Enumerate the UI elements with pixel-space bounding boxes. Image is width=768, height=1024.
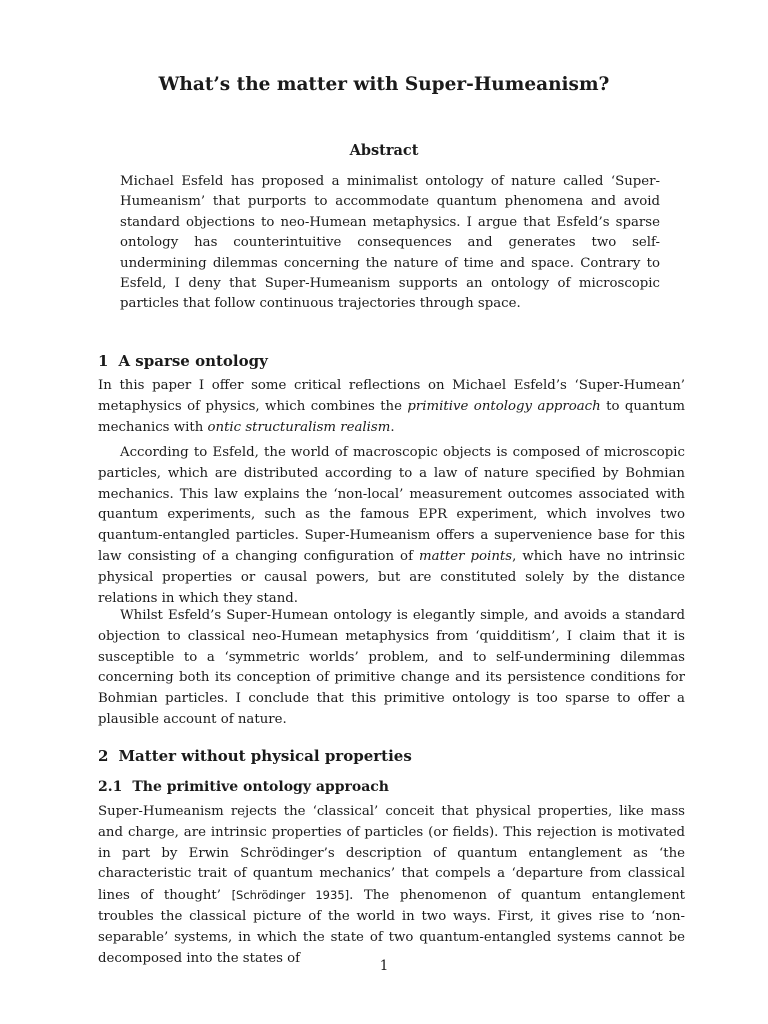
section-1-heading (98, 352, 686, 370)
emphasis-matter-points: matter points (419, 548, 513, 564)
emphasis-ontic-structuralism: ontic structuralism realism (207, 419, 391, 435)
subsection-2-1-number: 2.1 (98, 779, 123, 795)
page-number: 1 (379, 958, 389, 974)
section-1-title: A sparse ontology (118, 352, 268, 370)
subsection-2-1-paragraph-1: Super-Humeanism rejects the ‘classical’ conceit that physical properties, like mass and charge, are intrinsic properties of particles (or fields). This rejection is motivated in part by Erwin Schrödinger’s description of quantum entanglement as ‘the characteristic trait of quantum mechanics’ that compels a ‘departure from classical lines of thought’ [Schrödinger 1935]. The phenomenon of quantum entanglement troubles the classical picture of the world in two ways. First, it gives rise to ‘non-separable’ systems, in which the state of two quantum-entangled systems cannot be decomposed into the states of (98, 804, 685, 966)
subsection-2-1-heading (98, 779, 686, 795)
section-2-title: Matter without physical properties (118, 747, 412, 765)
subsection-2-1-title: The primitive ontology approach (132, 779, 389, 795)
emphasis-primitive-ontology: primitive ontology approach (407, 398, 601, 414)
citation-schrodinger-1935[interactable]: [Schrödinger 1935] (231, 888, 350, 903)
paper-title: What’s the matter with Super-Humeanism? (158, 74, 610, 95)
section-2-heading (98, 747, 686, 765)
section-1-paragraph-2: According to Esfeld, the world of macroscopic objects is composed of microscopic particles, which are distributed according to a law of nature specified by Bohmian mechanics. This law explains the ‘non-local’ measurement outcomes associated with quantum experiments, such as the famous EPR experiment, which involves two quantum-entangled particles. Super-Humeanism offers a supervenience base for this law consisting of a changing configuration of matter points, which have no intrinsic physical properties or causal powers, but are constituted solely by the distance relations in which they stand. (98, 445, 685, 606)
section-2-number: 2 (98, 747, 109, 765)
section-1-number: 1 (98, 352, 109, 370)
section-1-paragraph-1: In this paper I offer some critical reflections on Michael Esfeld’s ‘Super-Humean’ metaphysics of physics, which combines the primitive ontology approach to quantum mechanics with ontic structuralism realism. (98, 378, 685, 435)
section-1-paragraph-3: Whilst Esfeld’s Super-Humean ontology is elegantly simple, and avoids a standard objection to classical neo-Humean metaphysics from ‘quidditism’, I claim that it is susceptible to a ‘symmetric worlds’ problem, and to self-undermining dilemmas concerning both its conception of primitive change and its persistence conditions for Bohmian particles. I conclude that this primitive ontology is too sparse to offer a plausible account of nature. (98, 608, 685, 727)
abstract-heading: Abstract (349, 142, 419, 159)
abstract-text: Michael Esfeld has proposed a minimalist ontology of nature called ‘Super-Humeanism’ that purports to accommodate quantum phenomena and avoid standard objections to neo-Humean metaphysics. I argue that Esfeld’s sparse ontology has counterintuitive consequences and generates two self-undermining dilemmas concerning the nature of time and space. Contrary to Esfeld, I deny that Super-Humeanism supports an ontology of microscopic particles that follow continuous trajectories through space. (120, 174, 660, 312)
